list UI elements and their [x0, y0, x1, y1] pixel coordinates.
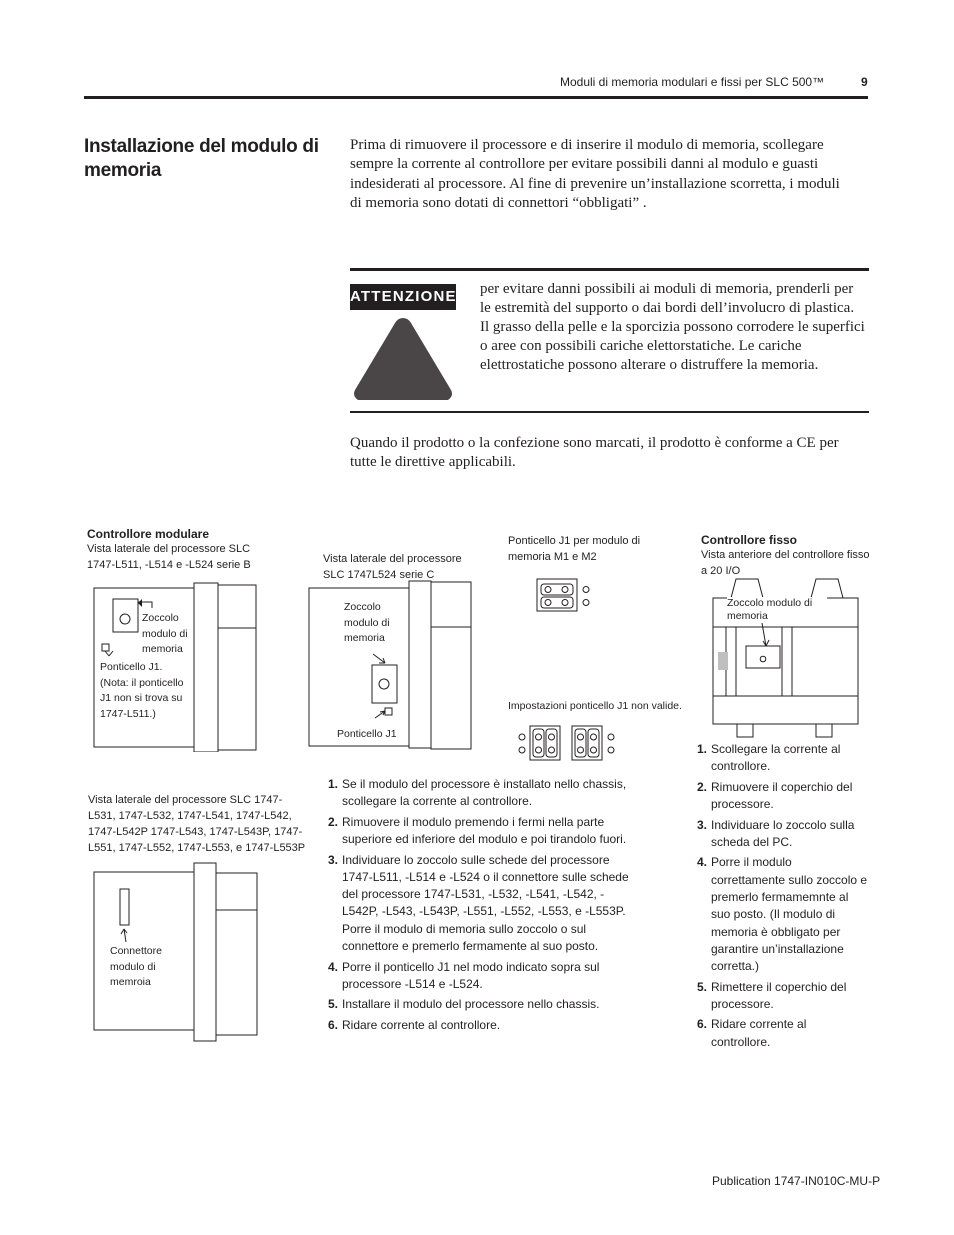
jumper-valid-icon — [536, 578, 596, 614]
modular-steps-list — [328, 776, 633, 1037]
modular-view1-caption: Vista laterale del processore SLC 1747-L511, -L514 e -L524 serie B — [87, 543, 251, 571]
attention-top-rule — [350, 268, 869, 271]
list-item: 4. Porre il modulo correttamente sullo zoccolo e premerlo fermamemnte al suo posto. (Il modulo di memoria è obbligato per garantire un’installazione corretta.) — [697, 855, 868, 974]
list-item: 6. Ridare corrente al controllore. — [328, 1017, 501, 1032]
list-item: 5. Rimettere il coperchio del processore. — [697, 979, 847, 1011]
list-item: 1. Scollegare la corrente al controllore. — [697, 742, 841, 774]
modular-controller-heading: Controllore modulare — [87, 527, 210, 541]
fixed-view-caption: Vista anteriore del controllore fisso a 20 I/O — [701, 549, 870, 577]
fixed-steps-list — [697, 741, 869, 1054]
list-item: 4. Porre il ponticello J1 nel modo indicato sopra sul processore -L514 e -L524. — [328, 959, 600, 991]
jumper-invalid-caption: Impostazioni ponticello J1 non valide. — [508, 700, 682, 712]
diagram2-jumper-label: Ponticello J1 — [337, 728, 397, 740]
diagram1-jumper-label: Ponticello J1. (Nota: il ponticello J1 non si trova su 1747-L511.) — [100, 661, 184, 720]
attention-bottom-rule — [350, 411, 869, 413]
attention-badge: ATTENZIONE — [350, 284, 456, 310]
list-item: 3. Individuare lo zoccolo sulla scheda del PC. — [697, 817, 855, 849]
list-item: 2. Rimuovere il coperchio del processore. — [697, 779, 853, 812]
ce-statement: Quando il prodotto o la confezione sono marcati, il prodotto è conforme a CE per tutte le direttive applicabili. — [350, 435, 839, 471]
list-item: 2. Rimuovere il modulo premendo i fermi nella parte superiore ed inferiore del modulo e poi tirandolo fuori. — [328, 814, 627, 847]
list-item: 1. Se il modulo del processore è installato nello chassis, scollegare la corrente al controllore. — [328, 777, 627, 809]
intro-paragraph: Prima di rimuovere il processore e di inserire il modulo di memoria, scollegare sempre la corrente al controllore per evitare possibili danni al modulo e guasti indesiderati al processore. Al fine di prevenire un’installazione scorretta, i moduli di memoria sono dotati di connettori “obbligati” . — [350, 137, 840, 211]
fixed-zoccolo-label: Zoccolo modulo di memoria — [727, 597, 827, 623]
warning-triangle-icon — [350, 314, 456, 406]
list-item: 3. Individuare lo zoccolo sulle schede del processore 1747-L511, -L514 e -L524 o il connettore sulle schede del processore 1747-L531, -L532, -L541, -L542, -L542P, -L543, -L543P, -L551, -L552, -L553, e -L553P. Porre il modulo di memoria sullo zoccolo o sul connettore e premerlo fermamente al suo posto. — [328, 852, 629, 954]
fixed-controller-heading: Controllore fisso — [701, 533, 798, 547]
header-rule — [84, 96, 868, 99]
publication-number: Publication 1747-IN010C-MU-P — [712, 1174, 881, 1188]
jumper-invalid-icon — [514, 725, 624, 763]
attention-text: per evitare danni possibili ai moduli di memoria, prenderli per le estremità del supporto o dai bordi dell’involucro di plastica. Il grasso della pelle e la sporcizia possono corrodere le superfici o aree con possibili cariche elettorstatiche. Le cariche elettrostatiche possono alterare o distruffere la memoria. — [480, 281, 865, 373]
diagram2-zoccolo-label: Zoccolo modulo di memoria — [344, 601, 390, 644]
section-title: Installazione del modulo di memoria — [84, 136, 319, 181]
page-number: 9 — [861, 75, 868, 89]
jumper-m1m2-caption: Ponticello J1 per modulo di memoria M1 e M2 — [508, 535, 641, 563]
running-header: Moduli di memoria modulari e fissi per SLC 500™ — [560, 75, 825, 89]
diagram3-connector-label: Connettore modulo di memroia — [110, 945, 162, 988]
list-item: 5. Installare il modulo del processore nello chassis. — [328, 997, 600, 1012]
modular-view2-caption: Vista laterale del processore SLC 1747L524 serie C — [323, 553, 462, 581]
modular-view3-caption: Vista laterale del processore SLC 1747-L531, 1747-L532, 1747-L541, 1747-L542, 1747-L542P 1747-L543, 1747-L543P, 1747-L551, 1747-L552, 1747-L553, e 1747-L553P — [88, 794, 306, 854]
diagram1-zoccolo-label: Zoccolo modulo di memoria — [142, 612, 188, 655]
list-item: 6. Ridare corrente al controllore. — [697, 1017, 807, 1049]
